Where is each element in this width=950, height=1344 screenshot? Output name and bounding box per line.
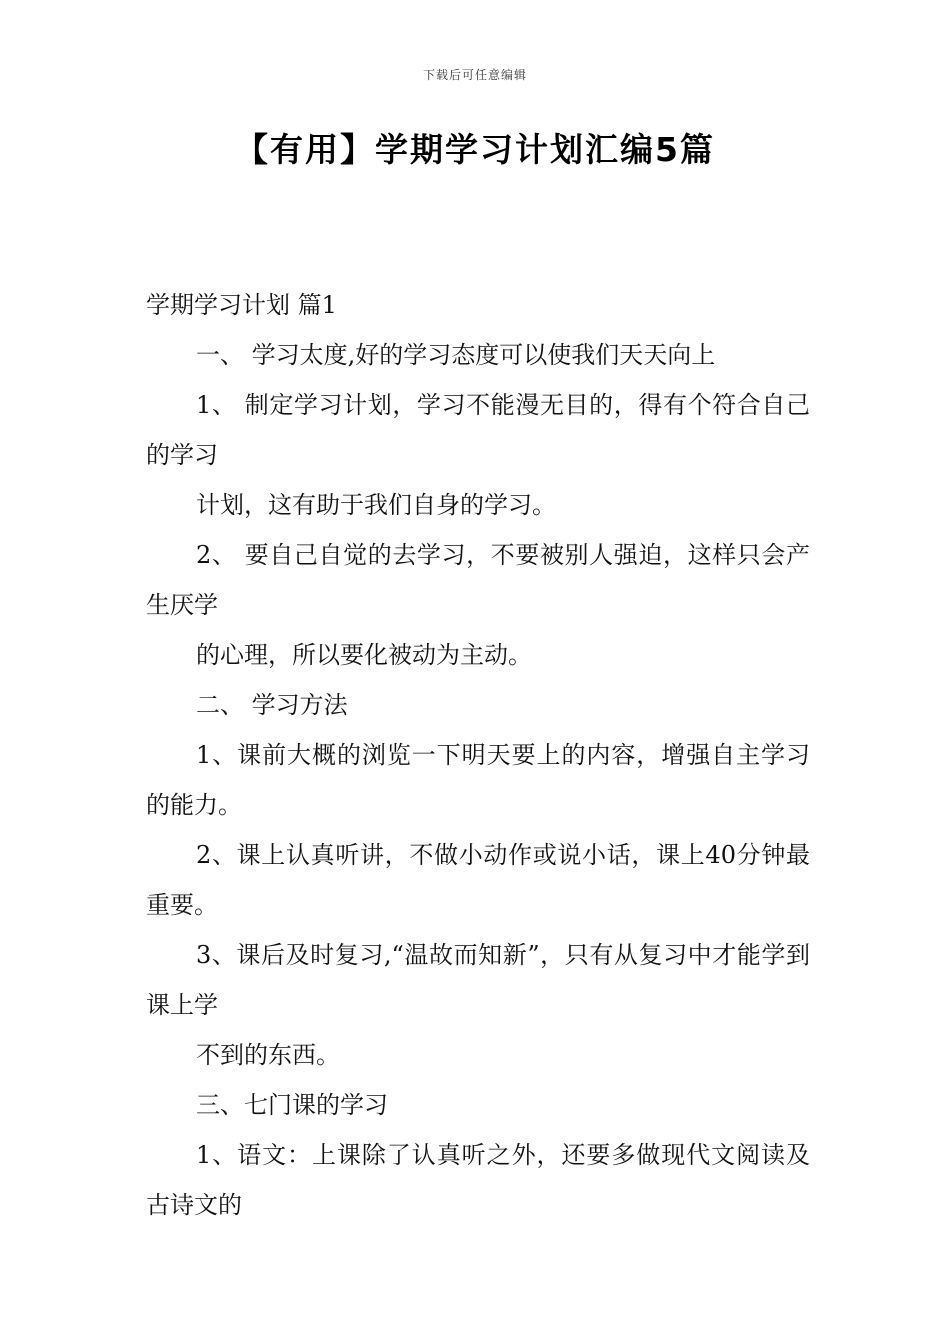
paragraph-plan: 1、 制定学习计划，学习不能漫无目的，得有个符合自己的学习 <box>146 391 810 469</box>
paragraph-chinese: 1、语文：上课除了认真听之外，还要多做现代文阅读及古诗文的 <box>146 1141 810 1219</box>
paragraph-attitude-heading: 一、 学习太度,好的学习态度可以使我们天天向上 <box>196 341 716 369</box>
header-note: 下载后可任意编辑 <box>422 68 527 82</box>
document-body <box>146 280 810 1230</box>
section-heading: 学期学习计划 篇1 <box>146 291 337 319</box>
paragraph-preview: 1、课前大概的浏览一下明天要上的内容，增强自主学习的能力。 <box>146 741 810 819</box>
paragraph-self-study-cont: 的心理，所以要化被动为主动。 <box>196 641 532 669</box>
paragraph-subjects-heading: 三、七门课的学习 <box>196 1091 388 1119</box>
paragraph-review-cont: 不到的东西。 <box>196 1041 340 1069</box>
paragraph-review: 3、课后及时复习,“温故而知新”，只有从复习中才能学到课上学 <box>146 941 810 1019</box>
paragraph-listen: 2、课上认真听讲，不做小动作或说小话，课上40分钟最重要。 <box>146 841 810 919</box>
paragraph-self-study: 2、 要自己自觉的去学习，不要被别人强迫，这样只会产生厌学 <box>146 541 810 619</box>
paragraph-plan-cont: 计划，这有助于我们自身的学习。 <box>196 491 556 519</box>
document-title: 【有用】学期学习计划汇编5篇 <box>235 130 715 169</box>
paragraph-method-heading: 二、 学习方法 <box>196 691 348 719</box>
